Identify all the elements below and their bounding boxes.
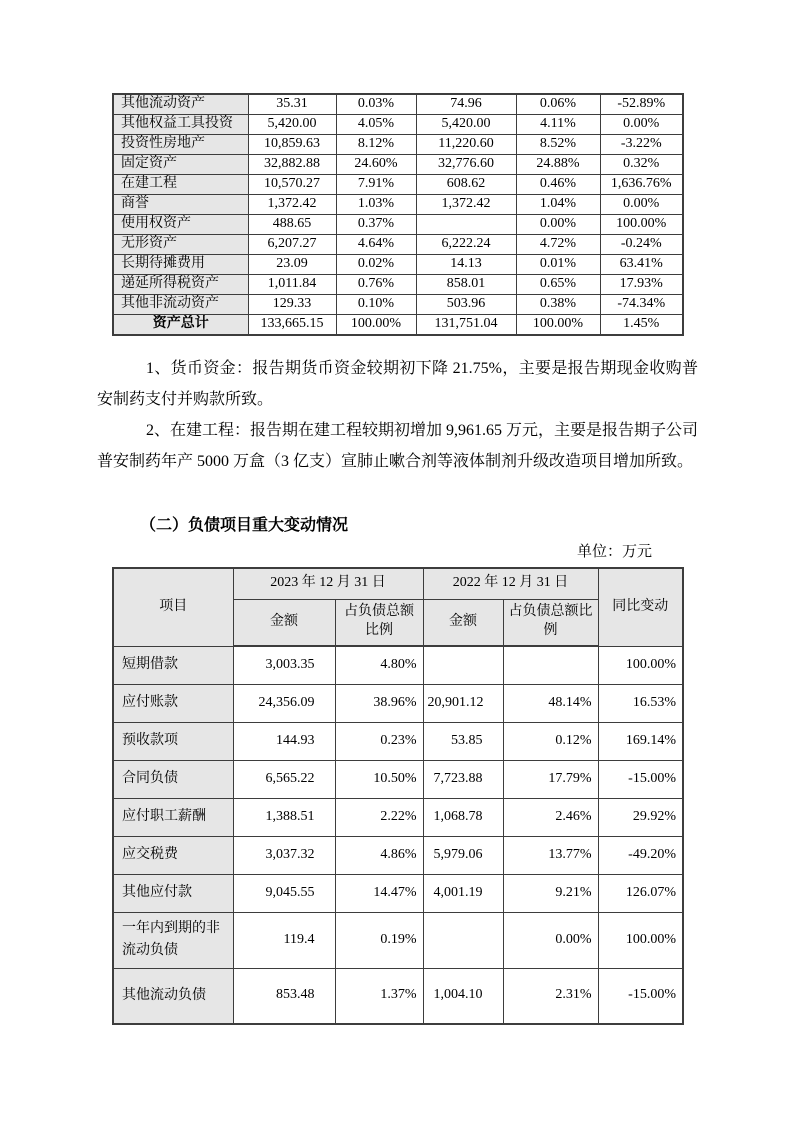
row-label: 其他权益工具投资 <box>113 114 248 134</box>
ratio-2023: 24.60% <box>336 154 416 174</box>
assets-table-row <box>113 254 683 274</box>
amount-2023: 119.4 <box>233 912 335 968</box>
ratio-2022: 1.04% <box>516 194 600 214</box>
header-ratio-2022: 占负债总额比例 <box>503 599 598 646</box>
ratio-2023: 0.03% <box>336 94 416 114</box>
header-date-2023: 2023 年 12 月 31 日 <box>233 568 423 599</box>
ratio-2022: 9.21% <box>503 874 598 912</box>
ratio-2022: 8.52% <box>516 134 600 154</box>
liabilities-table-row <box>113 646 683 684</box>
amount-2023: 10,570.27 <box>248 174 336 194</box>
amount-2022: 6,222.24 <box>416 234 516 254</box>
yoy-change: 169.14% <box>598 722 683 760</box>
ratio-2023: 1.03% <box>336 194 416 214</box>
assets-table-row <box>113 114 683 134</box>
yoy-change: 16.53% <box>598 684 683 722</box>
amount-2022: 1,372.42 <box>416 194 516 214</box>
amount-2022 <box>416 214 516 234</box>
ratio-2022: 48.14% <box>503 684 598 722</box>
yoy-change: 63.41% <box>600 254 683 274</box>
assets-table-row <box>113 174 683 194</box>
amount-2023: 853.48 <box>233 968 335 1024</box>
amount-2023: 3,037.32 <box>233 836 335 874</box>
yoy-change: -15.00% <box>598 968 683 1024</box>
amount-2023: 6,207.27 <box>248 234 336 254</box>
yoy-change: 1,636.76% <box>600 174 683 194</box>
yoy-change: -74.34% <box>600 294 683 314</box>
assets-table-row <box>113 314 683 334</box>
ratio-2023: 0.02% <box>336 254 416 274</box>
amount-2023: 1,372.42 <box>248 194 336 214</box>
ratio-2022: 0.46% <box>516 174 600 194</box>
ratio-2023: 8.12% <box>336 134 416 154</box>
amount-2023: 23.09 <box>248 254 336 274</box>
row-label: 商誉 <box>113 194 248 214</box>
amount-2022: 5,420.00 <box>416 114 516 134</box>
assets-table-row <box>113 194 683 214</box>
ratio-2022: 2.46% <box>503 798 598 836</box>
ratio-2022: 0.00% <box>503 912 598 968</box>
amount-2023: 1,388.51 <box>233 798 335 836</box>
amount-2022: 131,751.04 <box>416 314 516 334</box>
amount-2022: 74.96 <box>416 94 516 114</box>
header-yoy-change: 同比变动 <box>598 568 683 646</box>
assets-table-row <box>113 134 683 154</box>
row-label: 应付账款 <box>113 684 233 722</box>
row-label: 投资性房地产 <box>113 134 248 154</box>
row-label: 递延所得税资产 <box>113 274 248 294</box>
ratio-2023: 7.91% <box>336 174 416 194</box>
amount-2023: 129.33 <box>248 294 336 314</box>
amount-2023: 10,859.63 <box>248 134 336 154</box>
ratio-2023: 10.50% <box>335 760 423 798</box>
ratio-2023: 4.80% <box>335 646 423 684</box>
amount-2023: 32,882.88 <box>248 154 336 174</box>
yoy-change: 100.00% <box>598 646 683 684</box>
row-label: 其他应付款 <box>113 874 233 912</box>
amount-2023: 5,420.00 <box>248 114 336 134</box>
row-label: 应交税费 <box>113 836 233 874</box>
assets-table-row <box>113 234 683 254</box>
amount-2023: 9,045.55 <box>233 874 335 912</box>
yoy-change: 29.92% <box>598 798 683 836</box>
ratio-2023: 4.86% <box>335 836 423 874</box>
ratio-2023: 4.64% <box>336 234 416 254</box>
amount-2022: 1,068.78 <box>423 798 503 836</box>
amount-2022: 20,901.12 <box>423 684 503 722</box>
yoy-change: -15.00% <box>598 760 683 798</box>
row-label: 其他流动资产 <box>113 94 248 114</box>
ratio-2023: 100.00% <box>336 314 416 334</box>
amount-2022 <box>423 646 503 684</box>
liabilities-table-body <box>113 646 683 1024</box>
ratio-2023: 0.19% <box>335 912 423 968</box>
yoy-change: 1.45% <box>600 314 683 334</box>
liabilities-table-row <box>113 968 683 1024</box>
amount-2022: 608.62 <box>416 174 516 194</box>
amount-2022: 1,004.10 <box>423 968 503 1024</box>
header-ratio-2023: 占负债总额比例 <box>335 599 423 646</box>
yoy-change: 0.00% <box>600 114 683 134</box>
liabilities-table-header <box>113 568 683 646</box>
unit-label: 单位：万元 <box>576 544 652 560</box>
header-item: 项目 <box>113 568 233 646</box>
amount-2023: 3,003.35 <box>233 646 335 684</box>
ratio-2023: 4.05% <box>336 114 416 134</box>
liabilities-table-row <box>113 874 683 912</box>
row-label: 其他流动负债 <box>113 968 233 1024</box>
ratio-2022: 0.00% <box>516 214 600 234</box>
row-label: 长期待摊费用 <box>113 254 248 274</box>
row-label: 预收款项 <box>113 722 233 760</box>
amount-2022: 11,220.60 <box>416 134 516 154</box>
ratio-2023: 38.96% <box>335 684 423 722</box>
header-amount-2023: 金额 <box>233 599 335 646</box>
ratio-2022: 0.06% <box>516 94 600 114</box>
yoy-change: -49.20% <box>598 836 683 874</box>
amount-2023: 144.93 <box>233 722 335 760</box>
amount-2022: 32,776.60 <box>416 154 516 174</box>
amount-2023: 488.65 <box>248 214 336 234</box>
assets-table-row <box>113 294 683 314</box>
section-heading: （二）负债项目重大变动情况 <box>140 517 349 534</box>
yoy-change: -3.22% <box>600 134 683 154</box>
assets-table-row <box>113 154 683 174</box>
ratio-2022: 17.79% <box>503 760 598 798</box>
row-label: 一年内到期的非流动负债 <box>113 912 233 968</box>
amount-2022: 4,001.19 <box>423 874 503 912</box>
ratio-2022: 0.65% <box>516 274 600 294</box>
liabilities-table-row <box>113 798 683 836</box>
ratio-2022 <box>503 646 598 684</box>
row-label: 使用权资产 <box>113 214 248 234</box>
liabilities-table-row <box>113 912 683 968</box>
amount-2022: 7,723.88 <box>423 760 503 798</box>
assets-change-table <box>112 93 684 336</box>
ratio-2023: 1.37% <box>335 968 423 1024</box>
ratio-2022: 100.00% <box>516 314 600 334</box>
liabilities-table-row <box>113 722 683 760</box>
amount-2022: 503.96 <box>416 294 516 314</box>
header-row-dates <box>113 568 683 599</box>
row-label: 资产总计 <box>113 314 248 334</box>
paragraph-monetary-funds: 1、货币资金：报告期货币资金较期初下降 21.75%，主要是报告期现金收购普安制药支付并购款所致。 <box>97 360 698 408</box>
ratio-2023: 0.10% <box>336 294 416 314</box>
ratio-2022: 4.72% <box>516 234 600 254</box>
assets-table-row <box>113 274 683 294</box>
liabilities-table-row <box>113 684 683 722</box>
yoy-change: 100.00% <box>600 214 683 234</box>
amount-2022: 858.01 <box>416 274 516 294</box>
yoy-change: 0.00% <box>600 194 683 214</box>
ratio-2022: 0.38% <box>516 294 600 314</box>
row-label: 合同负债 <box>113 760 233 798</box>
yoy-change: 17.93% <box>600 274 683 294</box>
amount-2022: 5,979.06 <box>423 836 503 874</box>
header-amount-2022: 金额 <box>423 599 503 646</box>
header-date-2022: 2022 年 12 月 31 日 <box>423 568 598 599</box>
row-label: 固定资产 <box>113 154 248 174</box>
amount-2022 <box>423 912 503 968</box>
amount-2022: 14.13 <box>416 254 516 274</box>
ratio-2023: 0.37% <box>336 214 416 234</box>
assets-table-row <box>113 214 683 234</box>
row-label: 短期借款 <box>113 646 233 684</box>
liabilities-table-row <box>113 760 683 798</box>
liabilities-table-row <box>113 836 683 874</box>
paragraph-construction-in-progress: 2、在建工程：报告期在建工程较期初增加 9,961.65 万元，主要是报告期子公司普安制药年产 5000 万盒（3 亿支）宣肺止嗽合剂等液体制剂升级改造项目增加所致。 <box>97 422 699 470</box>
assets-table-body <box>113 94 683 335</box>
yoy-change: 126.07% <box>598 874 683 912</box>
ratio-2022: 0.01% <box>516 254 600 274</box>
amount-2023: 24,356.09 <box>233 684 335 722</box>
ratio-2023: 0.76% <box>336 274 416 294</box>
assets-table-row <box>113 94 683 114</box>
ratio-2023: 14.47% <box>335 874 423 912</box>
liabilities-change-table <box>112 567 684 1025</box>
ratio-2022: 24.88% <box>516 154 600 174</box>
ratio-2023: 2.22% <box>335 798 423 836</box>
ratio-2022: 4.11% <box>516 114 600 134</box>
amount-2023: 6,565.22 <box>233 760 335 798</box>
amount-2023: 35.31 <box>248 94 336 114</box>
ratio-2022: 13.77% <box>503 836 598 874</box>
row-label: 在建工程 <box>113 174 248 194</box>
ratio-2022: 0.12% <box>503 722 598 760</box>
amount-2023: 133,665.15 <box>248 314 336 334</box>
ratio-2023: 0.23% <box>335 722 423 760</box>
ratio-2022: 2.31% <box>503 968 598 1024</box>
yoy-change: -52.89% <box>600 94 683 114</box>
yoy-change: 0.32% <box>600 154 683 174</box>
amount-2022: 53.85 <box>423 722 503 760</box>
row-label: 应付职工薪酬 <box>113 798 233 836</box>
row-label: 无形资产 <box>113 234 248 254</box>
yoy-change: -0.24% <box>600 234 683 254</box>
amount-2023: 1,011.84 <box>248 274 336 294</box>
row-label: 其他非流动资产 <box>113 294 248 314</box>
yoy-change: 100.00% <box>598 912 683 968</box>
